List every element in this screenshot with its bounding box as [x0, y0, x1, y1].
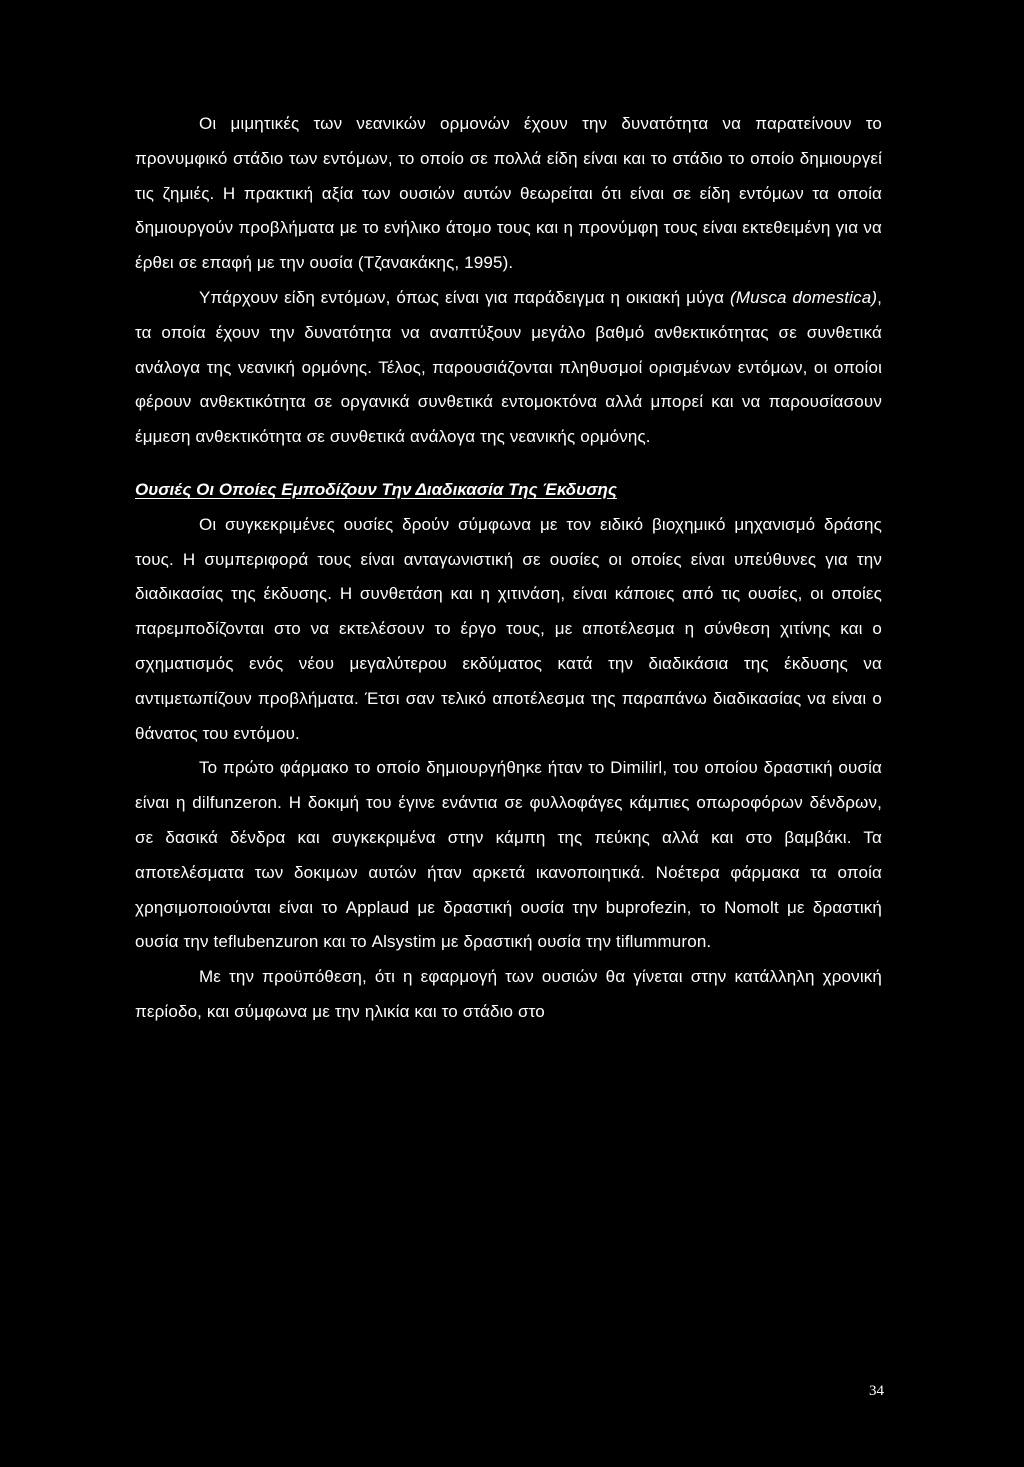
paragraph-resistance-text-start: Υπάρχουν είδη εντόμων, όπως είναι για παράδειγμα η οικιακή μύγα — [199, 287, 731, 307]
paragraph-first-product: Το πρώτο φάρμακο το οποίο δημιουργήθηκε ήταν το Dimilirl, του οποίου δραστική ουσία είναι η dilfunzeron. Η δοκιμή του έγινε ενάντια σε φυλλοφάγες κάμπιες οπωροφόρων δένδρων, σε δασικά δένδρα και συγκεκριμένα στην κάμπη της πεύκης αλλά και στο βαμβάκι. Τα αποτελέσματα των δοκιμων αυτών ήταν αρκετά ικανοποιητικά. Νοέτερα φάρμακα τα οποία χρησιμοποιούνται είναι το Applaud με δραστική ουσία την buprofezin, το Nomolt με δραστική ουσία την teflubenzuron και το Alsystim με δραστική ουσία την tiflummuron. — [135, 758, 882, 952]
document-page — [135, 107, 882, 1030]
species-name: (Musca domestica) — [730, 287, 878, 307]
paragraph-resistance — [135, 281, 882, 455]
section-heading: Ουσιές Οι Οποίες Εμποδίζουν Την Διαδικασία Της Έκδυσης — [135, 479, 617, 499]
paragraph-juvenile-hormone-mimics: Οι μιμητικές των νεανικών ορμονών έχουν την δυνατότητα να παρατείνουν το προνυμφικό στάδιο των εντόμων, το οποίο σε πολλά είδη είναι και το στάδιο το οποίο δημιουργεί τις ζημιές. Η πρακτική αξία των ουσιών αυτών θεωρείται ότι είναι σε είδη εντόμων τα οποία δημιουργούν προβλήματα με το ενήλικο άτομο τους και η προνύμφη τους είναι εκτεθειμένη για να έρθει σε επαφή με την ουσία (Τζανακάκης, 1995). — [135, 114, 882, 273]
paragraph-mechanism: Οι συγκεκριμένες ουσίες δρούν σύμφωνα με τον ειδικό βιοχημικό μηχανισμό δράσης τους. Η συμπεριφορά τους είναι ανταγωνιστική σε ουσίες οι οποίες είναι υπεύθυνες για την διαδικασίας της έκδυσης. Η συνθετάση και η χιτινάση, είναι κάποιες από τις ουσίες, οι οποίες παρεμποδίζονται στο να εκτελέσουν το έργο τους, με αποτέλεσμα η σύνθεση χιτίνης και ο σχηματισμός ενός νέου μεγαλύτερου εκδύματος κατά την διαδικάσια της έκδυσης να αντιμετωπίζουν προβλήματα. Έτσι σαν τελικό αποτέλεσμα της παραπάνω διαδικασίας να είναι ο θάνατος του εντόμου. — [135, 514, 882, 743]
page-number: 34 — [869, 1383, 884, 1399]
paragraph-application: Με την προϋπόθεση, ότι η εφαρμογή των ουσιών θα γίνεται στην κατάλληλη χρονική περίοδο, και σύμφωνα με την ηλικία και το στάδιο στο — [135, 967, 882, 1021]
paragraph-resistance-text-end: , τα οποία έχουν την δυνατότητα να αναπτύξουν μεγάλο βαθμό ανθεκτικότητας σε συνθετικά ανάλογα της νεανική ορμόνης. Τέλος, παρουσιάζονται πληθυσμοί ορισμένων εντόμων, οι οποίοι φέρουν ανθεκτικότητα σε οργανικά συνθετικά εντομοκτόνα αλλά μπορεί και να παρουσίασουν έμμεση ανθεκτικότητα σε συνθετικά ανάλογα της νεανικής ορμόνης. — [135, 287, 883, 447]
